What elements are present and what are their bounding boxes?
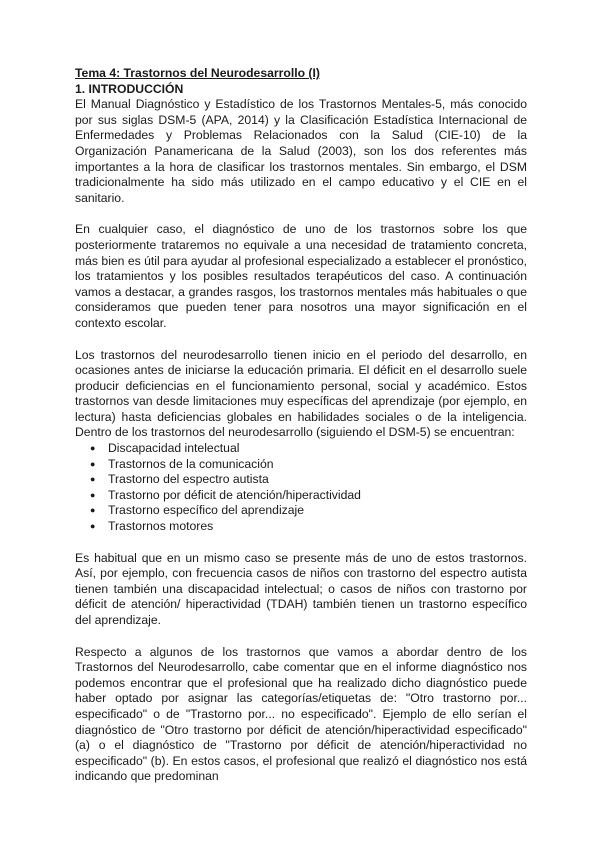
list-item: ● Trastorno por déficit de atención/hiperactividad (90, 487, 361, 502)
paragraph-comorbidity: Es habitual que en un mismo caso se presente más de uno de estos trastornos. Así, por ejemplo, con frecuencia casos de niños con trastorno del espectro autista tienen también una discapacidad intelectual; o casos de niños con trastorno por déficit de atención/ hiperactividad (TDAH) también tienen un trastorno específico del aprendizaje. (75, 550, 527, 627)
paragraph-intro: El Manual Diagnóstico y Estadístico de los Trastornos Mentales-5, más conocido por sus siglas DSM-5 (APA, 2014) y la Clasificación Estadística Internacional de Enfermedades y Problemas Relacionados con la Salud (CIE-10) de la Organización Panamericana de la Salud (2003), son los dos referentes más importantes a la hora de clasificar los trastornos mentales. Sin embargo, el DSM tradicionalmente ha sido más utilizado en el campo educativo y el CIE en el sanitario. (75, 97, 527, 205)
bullet-icon: ● (90, 443, 96, 454)
list-item: ● Trastorno específico del aprendizaje (90, 503, 305, 518)
bullet-icon: ● (90, 458, 96, 469)
document-page (75, 66, 527, 801)
bullet-icon: ● (90, 489, 96, 500)
paragraph-neurodevelopment: Los trastornos del neurodesarrollo tienen inicio en el periodo del desarrollo, en ocasiones antes de iniciarse la educación primaria. El déficit en el desarrollo suele producir deficiencias en el funcionamiento personal, social y académico. Estos trastornos van desde limitaciones muy específicas del aprendizaje (por ejemplo, en lectura) hasta deficiencias globales en habilidades sociales o de la inteligencia. Dentro de los trastornos del neurodesarrollo (siguiendo el DSM-5) se encuentran: (75, 347, 527, 440)
paragraph-specified: Respecto a algunos de los trastornos que vamos a abordar dentro de los Trastornos del Neurodesarrollo, cabe comentar que en el informe diagnóstico nos podemos encontrar que el profesional que ha realizado dicho diagnóstico puede haber optado por asignar las categorías/etiquetas de: "Otro trastorno por... especificado" o de "Trastorno por... no especificado". Ejemplo de ello serían el diagnóstico de "Otro trastorno por déficit de atención/hiperactividad especificado" (a) o el diagnóstico de "Trastorno por déficit de atención/hiperactividad no especificado" (b). En estos casos, el profesional que realizó el diagnóstico nos está indicando que predominan (75, 644, 527, 784)
bullet-icon: ● (90, 521, 96, 532)
paragraph-diagnosis: En cualquier caso, el diagnóstico de uno de los trastornos sobre los que posteriormente trataremos no equivale a una necesidad de tratamiento concreta, más bien es útil para ayudar al profesional especializado a establecer el pronóstico, los tratamientos y los posibles resultados terapéuticos del caso. A continuación vamos a destacar, a grandes rasgos, los trastornos mentales más habituales o que consideramos que pueden tener para nosotros una mayor significación en el contexto escolar. (75, 222, 527, 330)
disorder-list (75, 441, 527, 535)
section-heading: 1. INTRODUCCIÓN (75, 81, 184, 96)
document-title: Tema 4: Trastornos del Neurodesarrollo (I) (75, 66, 320, 80)
list-item: ● Trastornos de la comunicación (90, 456, 274, 471)
list-item: ● Trastornos motores (90, 519, 214, 534)
list-item: ● Discapacidad intelectual (90, 441, 240, 456)
bullet-icon: ● (90, 474, 96, 485)
list-item: ● Trastorno del espectro autista (90, 472, 269, 487)
bullet-icon: ● (90, 505, 96, 516)
